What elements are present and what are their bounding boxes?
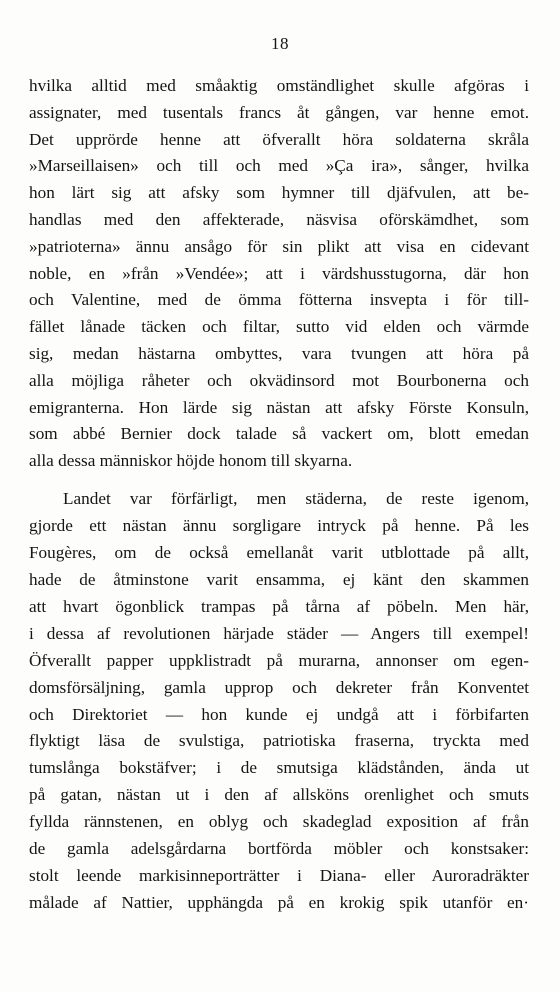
- text-line: stolt leende markisinneporträtter i Diana- eller Auroradräkter: [29, 866, 529, 886]
- text-line: Landet var förfärligt, men städerna, de reste igenom,: [63, 489, 529, 508]
- text-line: »patrioterna» ännu ansågo för sin plikt att visa en cidevant: [29, 236, 529, 256]
- text-line: som abbé Bernier dock talade så vackert om, blott emedan: [29, 424, 529, 444]
- text-line: hon lärt sig att afsky som hymner till djäfvulen, att be-: [29, 183, 529, 203]
- text-line: i dessa af revolutionen härjade städer — Angers till exempel!: [29, 623, 529, 643]
- text-line: fyllda rännstenen, en oblyg och skadeglad exposition af från: [29, 812, 529, 832]
- text-line: Fougères, om de också emellanåt varit utblottade på allt,: [29, 542, 529, 562]
- text-line: fället lånade täcken och filtar, sutto vid elden och värmde: [29, 317, 529, 337]
- text-line: emigranterna. Hon lärde sig nästan att afsky Förste Konsuln,: [29, 397, 529, 417]
- text-line: alla möjliga råheter och okvädinsord mot Bourbonerna och: [29, 370, 529, 390]
- text-line: de gamla adelsgårdarna bortförda möbler och konstsaker:: [29, 839, 529, 859]
- text-line: tumslånga bokstäfver; i de smutsiga klädstånden, ända ut: [29, 758, 529, 778]
- page-number: 18: [271, 34, 289, 53]
- text-line: sig, medan hästarna ombyttes, vara tvungen att höra på: [29, 343, 529, 363]
- text-line: noble, en »från »Vendée»; att i värdshusstugorna, där hon: [29, 263, 529, 283]
- text-line: Det upprörde henne att öfverallt höra soldaterna skråla: [29, 129, 529, 149]
- text-line: hvilka alltid med småaktig omständlighet skulle afgöras i: [29, 76, 529, 95]
- text-line: på gatan, nästan ut i den af allsköns orenlighet och smuts: [29, 785, 529, 805]
- text-line: att hvart ögonblick trampas på tårna af pöbeln. Men här,: [29, 596, 529, 616]
- text-line: och Direktoriet — hon kunde ej undgå att i förbifarten: [29, 704, 529, 724]
- text-line: domsförsäljning, gamla upprop och dekreter från Konventet: [29, 677, 529, 697]
- text-line: flyktigt läsa de svulstiga, patriotiska fraserna, tryckta med: [29, 731, 529, 751]
- text-line: »Marseillaisen» och till och med »Ça ira», sånger, hvilka: [29, 156, 529, 176]
- paragraph-2: [29, 486, 529, 917]
- text-line: målade af Nattier, upphängda på en krokig spik utanför en·: [29, 893, 529, 913]
- text-line: och Valentine, med de ömma fötterna insvepta i för till-: [29, 290, 529, 310]
- text-line: Öfverallt papper uppklistradt på murarna, annonser om egen-: [29, 650, 529, 670]
- text-line: alla dessa människor höjde honom till skyarna.: [29, 451, 353, 471]
- text-line: gjorde ett nästan ännu sorgligare intryck på henne. På les: [29, 515, 529, 535]
- text-line: handlas med den affekterade, näsvisa oförskämdhet, som: [29, 209, 529, 229]
- text-line: hade de åtminstone varit ensamma, ej känt den skammen: [29, 569, 529, 589]
- text-line: assignater, med tusentals francs åt gången, var henne emot.: [29, 102, 529, 122]
- paragraph-1: [29, 73, 529, 475]
